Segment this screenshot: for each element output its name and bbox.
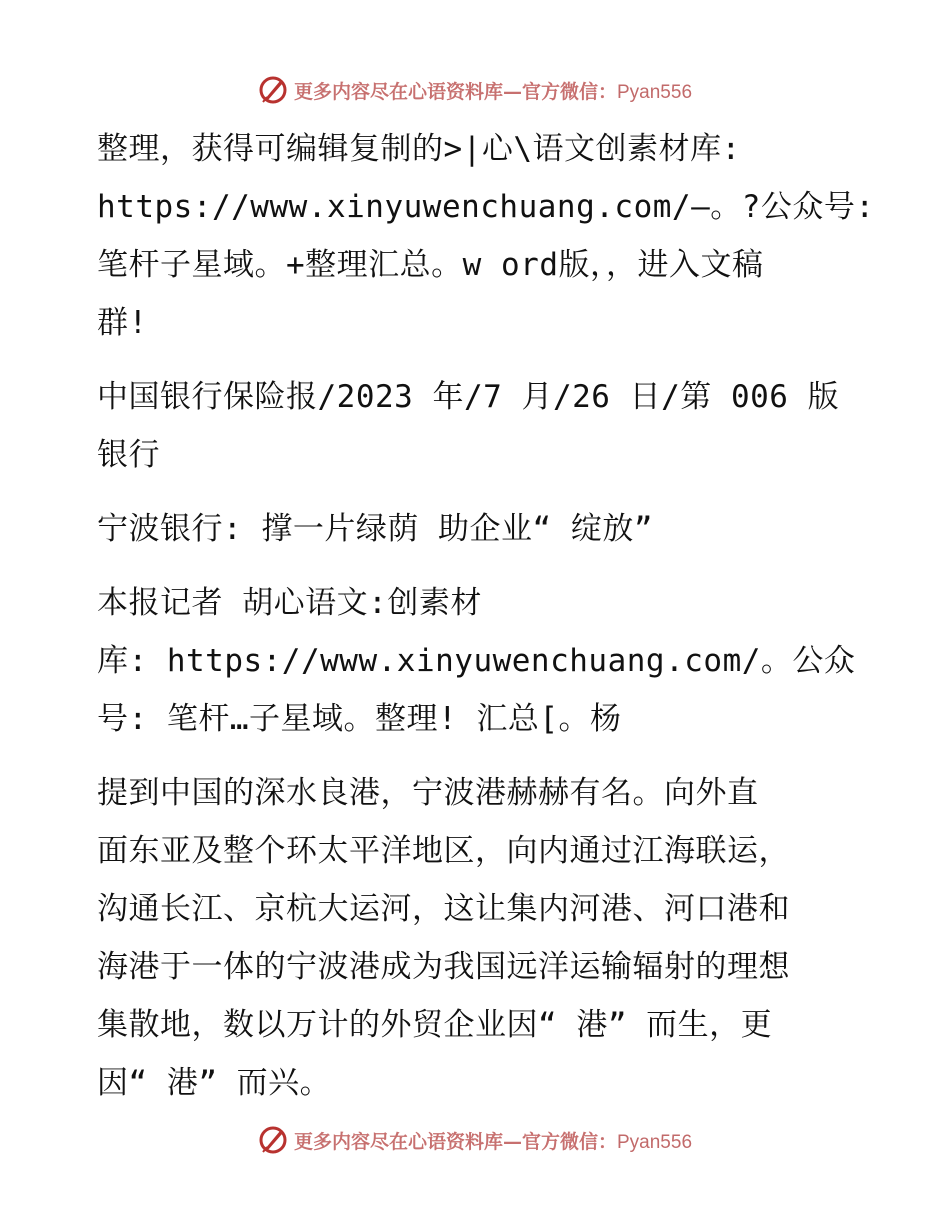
text-line: 整理，获得可编辑复制的>|心\语文创素材库: xyxy=(97,131,741,167)
text-line: 库: https://www.xinyuwenchuang.com/。公众 xyxy=(97,643,856,679)
footer-banner xyxy=(0,1120,950,1160)
paragraph-byline xyxy=(97,574,857,748)
header-banner-text: 更多内容尽在心语资料库—官方微信：Pyan556 xyxy=(293,80,693,103)
footer-banner-text: 更多内容尽在心语资料库—官方微信：Pyan556 xyxy=(293,1130,693,1153)
text-line: 群! xyxy=(97,305,148,341)
header-wechat-id: Pyan556 xyxy=(617,81,693,103)
text-line: 宁波银行: 撑一片绿荫 助企业“ 绽放” xyxy=(97,511,653,547)
text-line: 面东亚及整个环太平洋地区，向内通过江海联运， xyxy=(97,833,790,869)
text-line: 中国银行保险报/2023 年/7 月/26 日/第 006 版 xyxy=(97,379,840,415)
text-line: 集散地，数以万计的外贸企业因“ 港” 而生，更 xyxy=(97,1007,773,1043)
text-line: 号: 笔杆…子星域。整理! 汇总[。杨 xyxy=(97,701,622,737)
paragraph-source xyxy=(97,368,857,484)
quill-pen-logo-icon xyxy=(258,75,288,105)
text-line: 提到中国的深水良港，宁波港赫赫有名。向外直 xyxy=(97,775,759,811)
quill-pen-logo-icon xyxy=(258,1125,288,1155)
text-line: 笔杆子星域。+整理汇总。w ord版，，进入文稿 xyxy=(97,247,764,283)
article-title xyxy=(97,500,857,558)
text-line: 因“ 港” 而兴。 xyxy=(97,1065,332,1101)
text-line: 海港于一体的宁波港成为我国远洋运输辐射的理想 xyxy=(97,949,790,985)
document-body xyxy=(97,120,875,1128)
paragraph-intro xyxy=(97,120,875,352)
text-line: 本报记者 胡心语文:创素材 xyxy=(97,585,482,621)
footer-wechat-id: Pyan556 xyxy=(617,1131,693,1153)
text-line: 银行 xyxy=(97,437,160,473)
header-banner xyxy=(0,70,950,110)
text-line: 沟通长江、京杭大运河，这让集内河港、河口港和 xyxy=(97,891,790,927)
text-line: https://www.xinyuwenchuang.com/—。?公众号: xyxy=(97,189,875,225)
paragraph-body xyxy=(97,764,857,1112)
